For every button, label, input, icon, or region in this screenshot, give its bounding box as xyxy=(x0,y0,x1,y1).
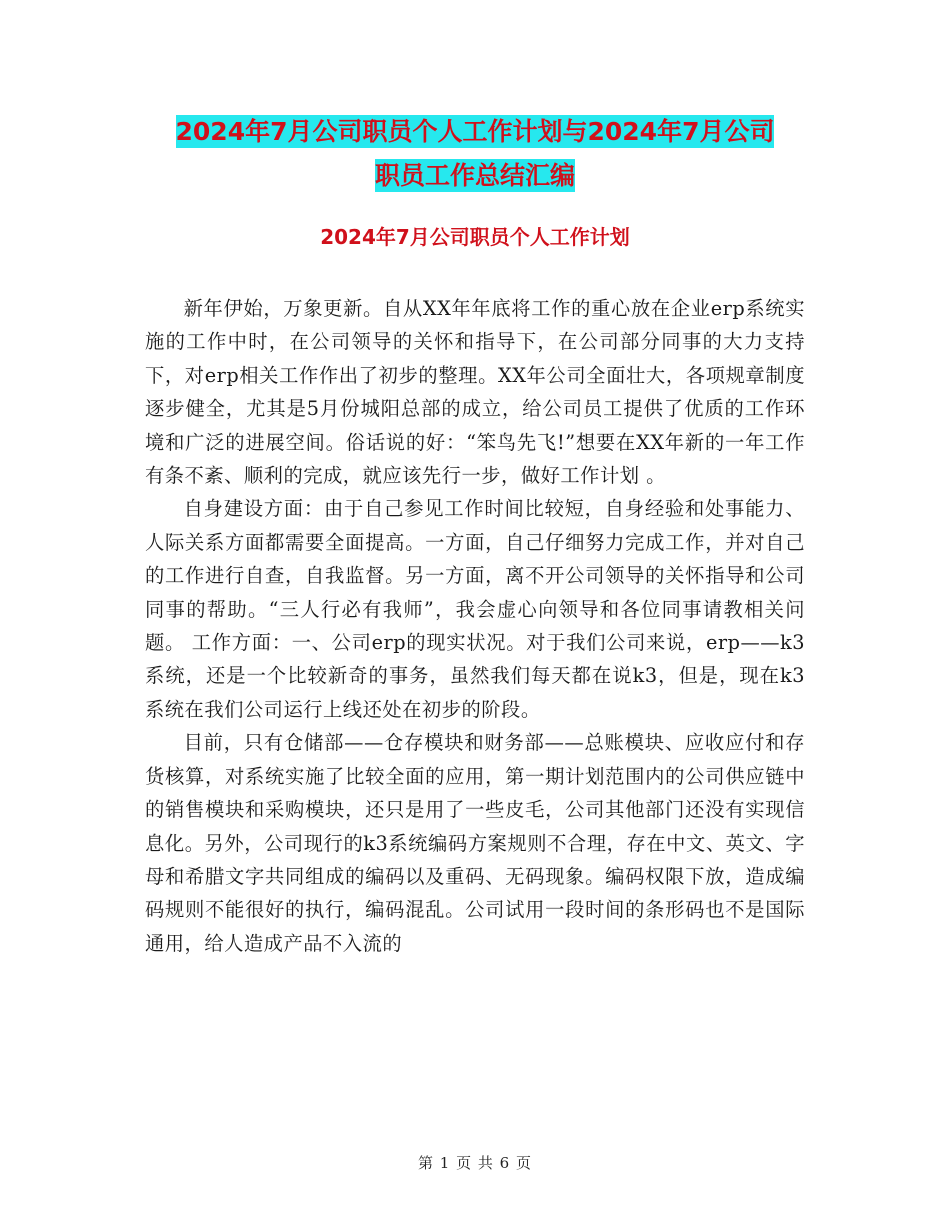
paragraph-2: 自身建设方面：由于自己参见工作时间比较短，自身经验和处事能力、人际关系方面都需要全面提高。一方面，自己仔细努力完成工作，并对自己的工作进行自查，自我监督。另一方面，离不开公司领导的关怀指导和公司同事的帮助。“三人行必有我师”，我会虚心向领导和各位同事请教相关问题。 工作方面：一、公司erp的现实状况。对于我们公司来说，erp——k3系统，还是一个比较新奇的事务，虽然我们每天都在说k3，但是，现在k3系统在我们公司运行上线还处在初步的阶段。 xyxy=(145,497,805,721)
title-line-1: 2024年7月公司职员个人工作计划与2024年7月公司 xyxy=(175,117,775,146)
document-body xyxy=(145,292,805,960)
title-line-2: 职员工作总结汇编 xyxy=(374,161,575,190)
page-footer: 第 1 页 共 6 页 xyxy=(418,1154,532,1172)
paragraph-1: 新年伊始，万象更新。自从XX年年底将工作的重心放在企业erp系统实施的工作中时，在公司领导的关怀和指导下，在公司部分同事的大力支持下，对erp相关工作作出了初步的整理。XX年公司全面壮大，各项规章制度逐步健全，尤其是5月份城阳总部的成立，给公司员工提供了优质的工作环境和广泛的进展空间。俗话说的好：“笨鸟先飞!”想要在XX年新的一年工作有条不紊、顺利的完成，就应该先行一步，做好工作计划 。 xyxy=(145,297,805,488)
document-title xyxy=(0,110,950,198)
paragraph-3: 目前，只有仓储部——仓存模块和财务部——总账模块、应收应付和存货核算，对系统实施了比较全面的应用，第一期计划范围内的公司供应链中的销售模块和采购模块，还只是用了一些皮毛，公司其他部门还没有实现信息化。另外，公司现行的k3系统编码方案规则不合理，存在中文、英文、字母和希腊文字共同组成的编码以及重码、无码现象。编码权限下放，造成编码规则不能很好的执行，编码混乱。公司试用一段时间的条形码也不是国际通用，给人造成产品不入流的 xyxy=(145,731,805,955)
section-heading: 2024年7月公司职员个人工作计划 xyxy=(320,225,630,249)
